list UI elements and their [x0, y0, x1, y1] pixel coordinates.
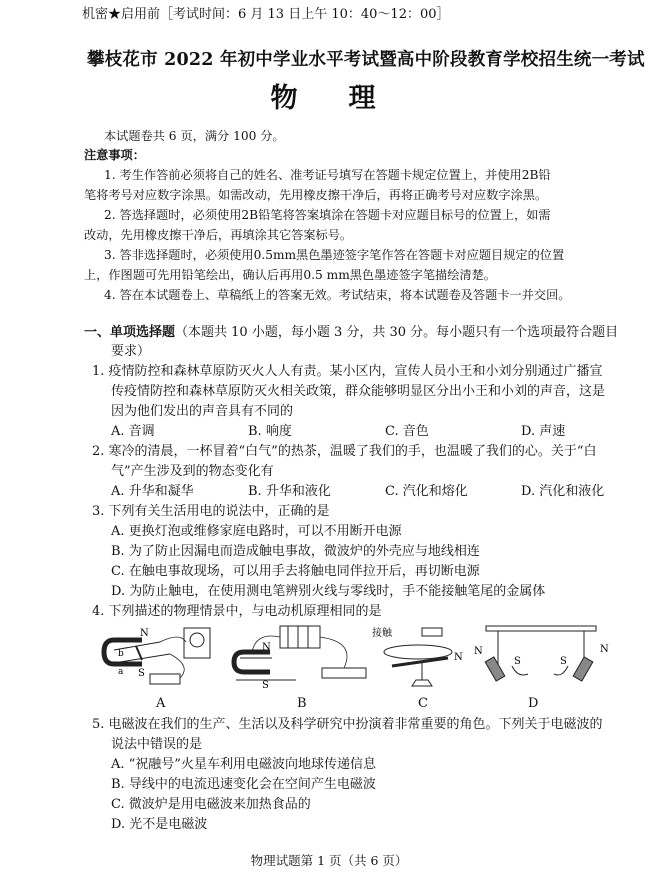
section-heading [84, 324, 618, 341]
question-4-line: 4. 下列描述的物理情景中，与电动机原理相同的是 [92, 604, 382, 619]
q2-option-d: D. 汽化和液化 [521, 484, 605, 499]
rail [120, 654, 170, 662]
switch-base [150, 674, 180, 684]
q3-option-a: A. 更换灯泡或维修家庭电路时，可以不用断开电源 [111, 524, 402, 539]
question-2-line: 2. 寒冷的清晨，一杯冒着“白气”的热茶，温暖了我们的手，也温暖了我们的心。关于“白 [92, 444, 597, 459]
figure-c-label: C [418, 696, 428, 711]
notice-line: 1. 考生作答前必须将自己的姓名、准考证号填写在答题卡规定位置上，并使用2B铅 [104, 168, 551, 182]
subject-title: 物 理 [270, 83, 388, 114]
notice-line: 2. 答选择题时，必须使用2B铅笔将答案填涂在答题卡对应题目标号的位置上，如需 [104, 208, 551, 222]
u-magnet-shape [234, 652, 270, 672]
q5-option-b: B. 导线中的电流迅速变化会在空间产生电磁波 [111, 777, 376, 792]
notice-line: 4. 答在本试题卷上、草稿纸上的答案无效。考试结束，将本试题卷及答题卡一并交回。 [104, 288, 571, 302]
magnet-right [573, 657, 593, 681]
magnet-left [485, 657, 505, 681]
support-bar [486, 626, 596, 631]
coil [384, 645, 452, 659]
figure-a [100, 622, 220, 694]
q1-option-d: D. 声速 [521, 424, 566, 439]
label-n: N [600, 644, 609, 655]
q2-option-c: C. 汽化和熔化 [385, 484, 468, 499]
figure-a-label: A [156, 696, 166, 711]
q5-option-d: D. 光不是电磁波 [111, 817, 208, 832]
question-1-line: 因为他们发出的声音具有不同的 [111, 404, 294, 419]
q2-option-a: A. 升华和凝华 [111, 484, 194, 499]
label-contact: 接触 [372, 628, 392, 639]
label-b: b [118, 649, 124, 659]
label-n: N [454, 652, 463, 663]
page-footer: 物理试题第 1 页（共 6 页） [250, 853, 408, 868]
label-n: N [474, 646, 483, 657]
battery-box [280, 626, 320, 648]
notice-line: 改动，先用橡皮擦干净后，再填涂其它答案标号。 [84, 228, 353, 242]
q1-option-a: A. 音调 [111, 424, 155, 439]
figure-b-label: B [297, 696, 307, 711]
q1-option-c: C. 音色 [385, 424, 429, 439]
question-5-line: 说法中错误的是 [111, 737, 203, 752]
notice-line: 笔将考号对应数字涂黑。如需改动，先用橡皮擦干净后，再将正确考号对应数字涂黑。 [84, 188, 548, 202]
figure-d [468, 622, 616, 694]
battery [422, 628, 442, 636]
question-3-line: 3. 下列有关生活用电的说法中，正确的是 [92, 504, 330, 519]
figure-b [226, 622, 376, 694]
label-n: N [262, 642, 271, 653]
section-desc-cont: 要求） [111, 344, 151, 359]
q3-option-d: D. 为防止触电，在使用测电笔辨别火线与零线时，手不能接触笔尾的金属体 [111, 584, 546, 599]
rheostat [322, 668, 366, 678]
label-s: S [138, 668, 145, 679]
q3-option-c: C. 在触电事故现场，可以用手去将触电同伴拉开后，再切断电源 [111, 564, 480, 579]
confidential-header: 机密★启用前［考试时间：6 月 13 日上午 10：40～12：00］ [82, 7, 450, 22]
notice-line: 上，作图题可先用铅笔绘出，确认后再用0.5 mm黑色墨迹签字笔描绘清楚。 [84, 268, 496, 282]
section-label: 一、单项选择题 [84, 325, 176, 340]
label-n: N [140, 628, 149, 639]
label-a: a [118, 667, 124, 677]
question-1-line: 1. 疫情防控和森林草原防灭火人人有责。某小区内，宣传人员小王和小刘分别通过广播宣 [92, 364, 603, 379]
conductor-rod [136, 646, 142, 660]
section-desc: （本题共 10 小题，每小题 3 分，共 30 分。每小题只有一个选项最符合题目 [175, 325, 619, 340]
q5-option-a: A. “祝融号”火星车利用电磁波向地球传递信息 [111, 757, 376, 772]
question-2-line: 气”产生涉及到的物态变化有 [111, 464, 274, 479]
label-s: S [262, 680, 269, 691]
figure-d-label: D [528, 696, 539, 711]
question-1-line: 传疫情防控和森林草原防灭火相关政策，群众能够明显区分出小王和小刘的声音，这是 [111, 384, 606, 399]
label-s: S [560, 656, 567, 667]
q1-option-b: B. 响度 [248, 424, 292, 439]
q3-option-b: B. 为了防止因漏电而造成触电事故，微波炉的外壳应与地线相连 [111, 544, 480, 559]
exam-scope: 本试题卷共 6 页，满分 100 分。 [104, 129, 285, 143]
question-5-line: 5. 电磁波在我们的生产、生活以及科学研究中扮演着非常重要的角色。下列关于电磁波的 [92, 717, 603, 732]
notice-heading: 注意事项： [84, 148, 145, 162]
figure-c [372, 622, 468, 694]
q5-option-c: C. 微波炉是用电磁波来加热食品的 [111, 797, 311, 812]
exam-title: 攀枝花市 2022 年初中学业水平考试暨高中阶段教育学校招生统一考试 [87, 50, 645, 70]
label-s: S [514, 656, 521, 667]
notice-line: 3. 答非选择题时，必须使用0.5mm黑色墨迹签字笔作答在答题卡对应题目规定的位置 [104, 248, 565, 262]
q2-option-b: B. 升华和液化 [248, 484, 331, 499]
